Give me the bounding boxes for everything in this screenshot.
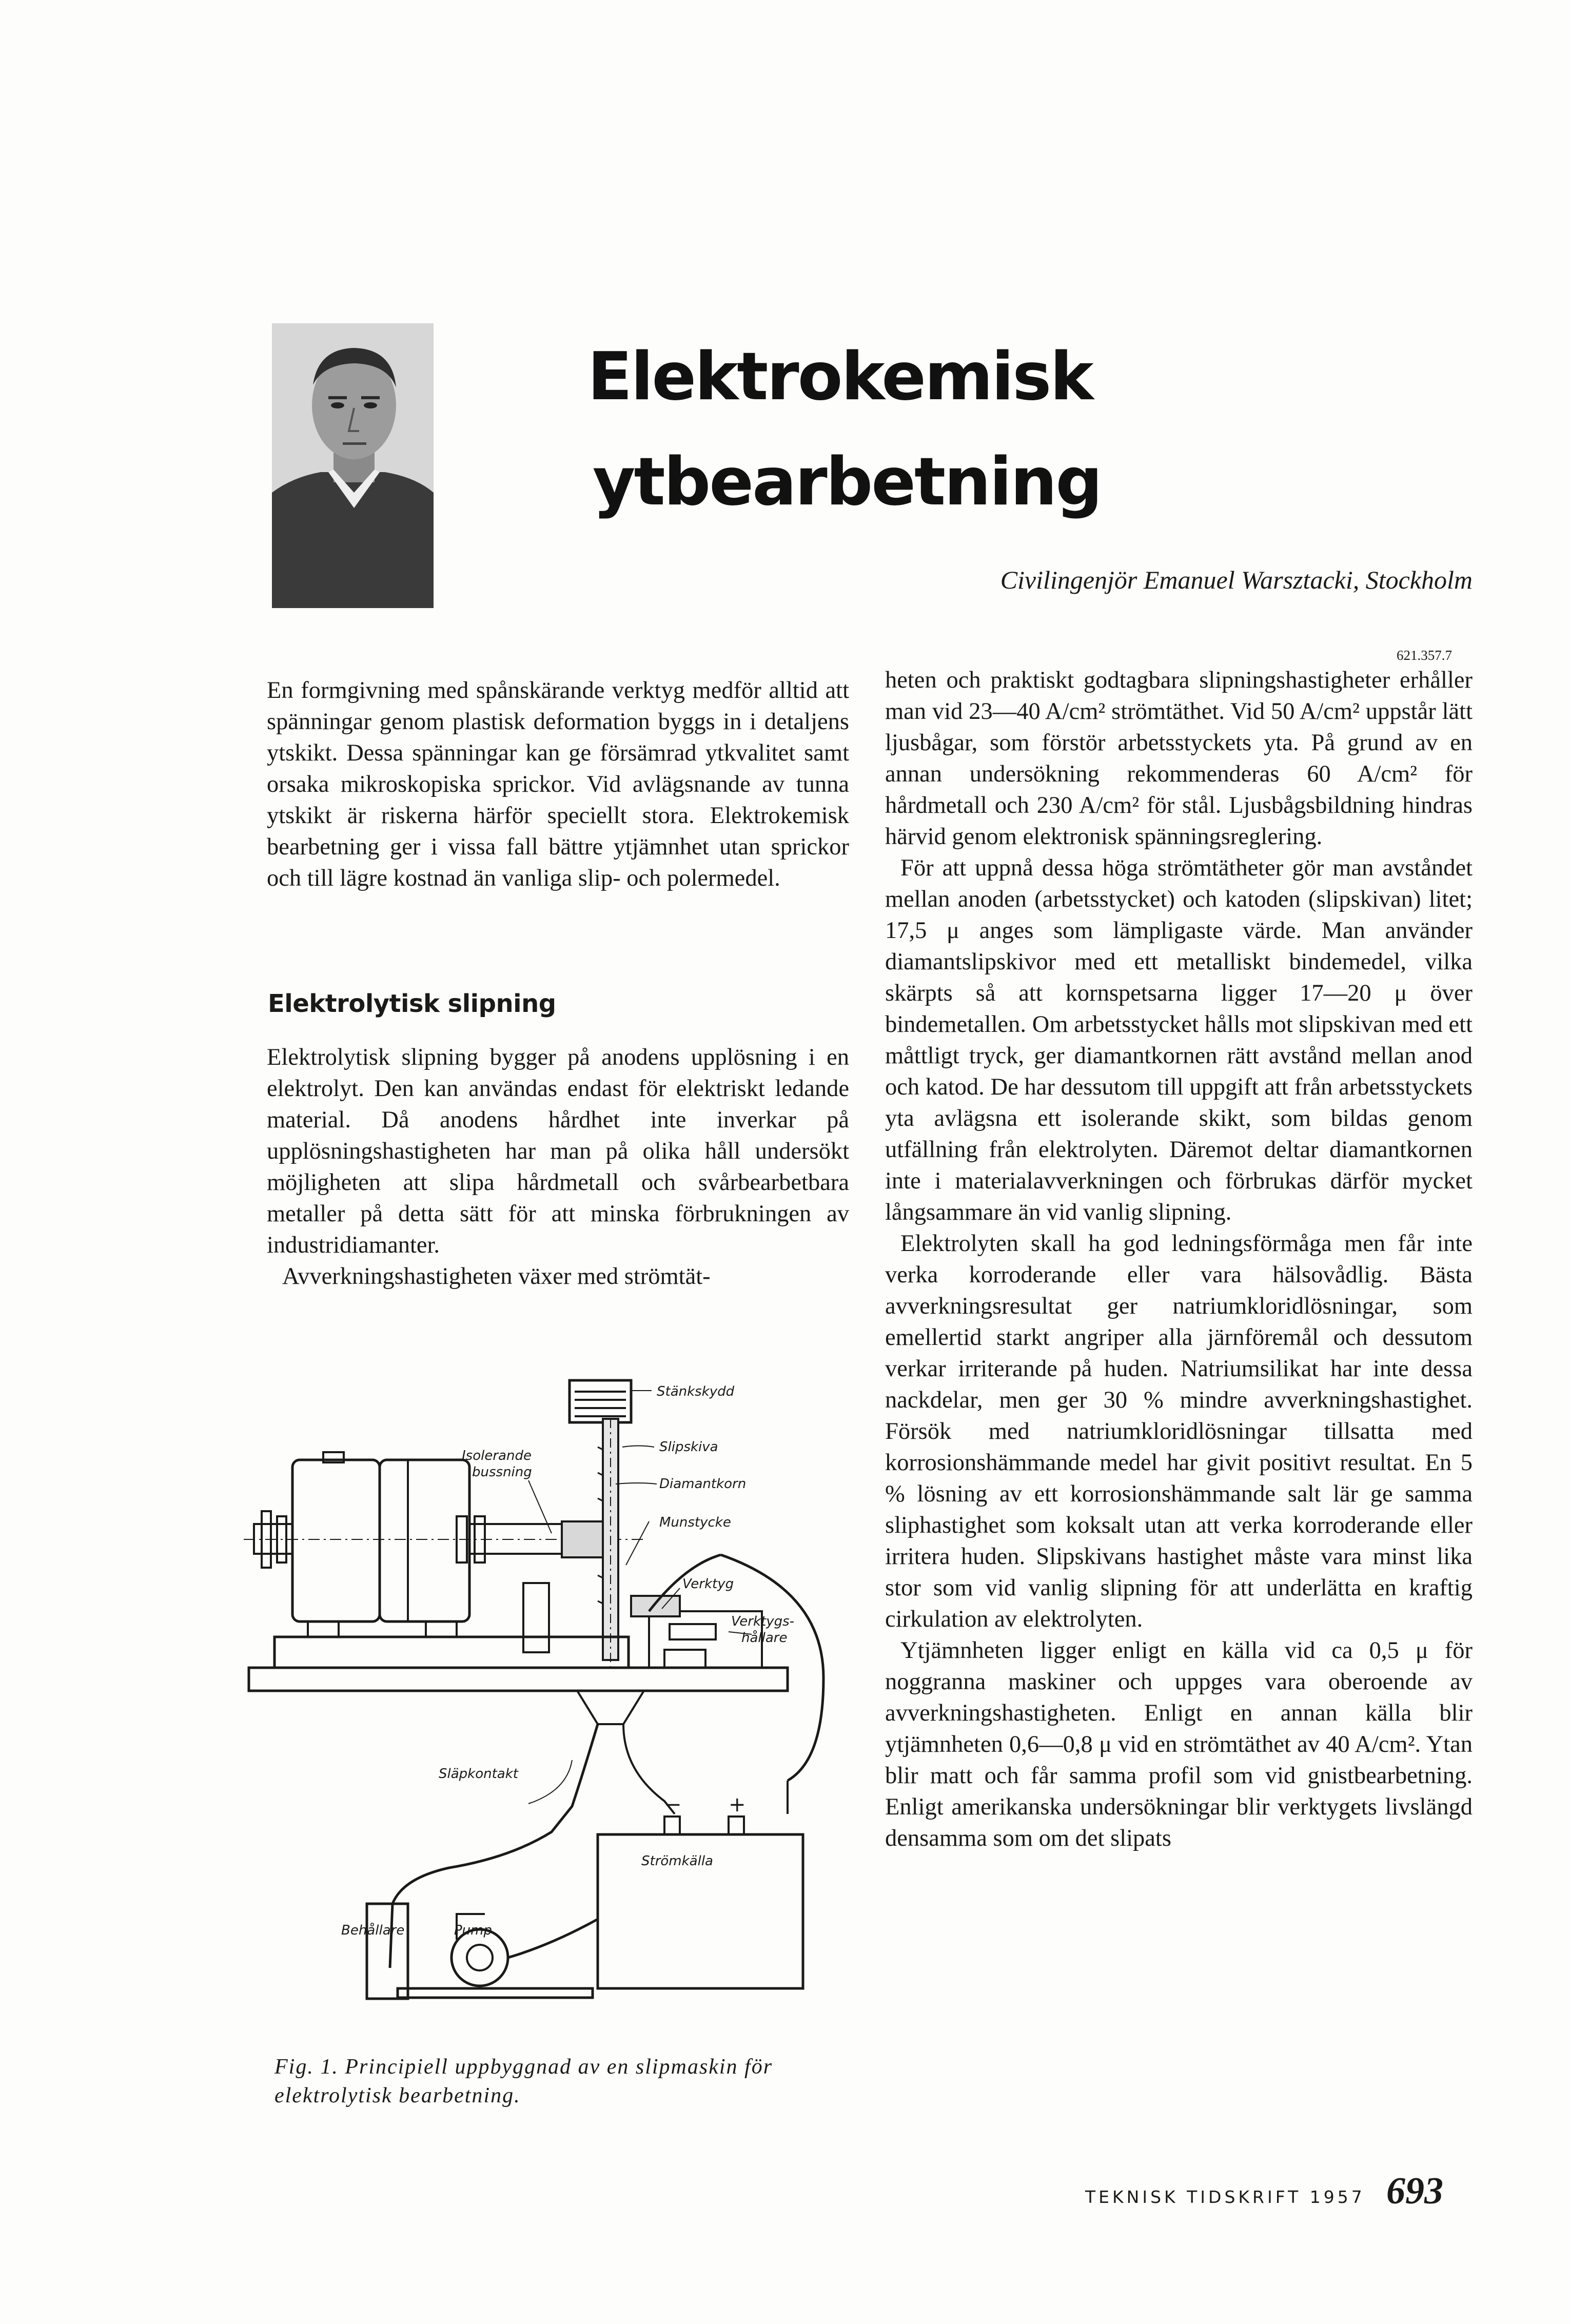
label-minus: − [664,1793,682,1817]
body-paragraph: Elektrolytisk slipning bygger på anodens upplösning i en elektrolyt. Den kan användas endast för elektriskt ledande material. Då anodens hårdhet inte inverkar på upplösningshastigheten har man på olika håll undersökt möjligheten att slipa hårdmetall och svårbearbetbara metaller på detta sätt för att minska förbrukningen av industridiamanter. [267,1044,849,1258]
label-slapkontakt: Släpkontakt [439,1766,518,1782]
label-pump: Pump [454,1923,492,1938]
right-body-block [885,665,1473,1854]
body-paragraph: heten och praktiskt godtagbara slipningshastigheter erhåller man vid 23—40 A/cm² strömtäthet. Vid 50 A/cm² uppstår lätt ljusbågar, som förstör arbetsstyckets yta. På grund av en annan undersökning rekommenderas 60 A/cm² för hårdmetall och 230 A/cm² för stål. Ljusbågsbildning hindras härvid genom elektronisk spänningsreglering. [885,667,1473,850]
page-number: 693 [1386,2170,1443,2212]
udc-classification: 621.357.7 [1397,648,1452,663]
label-bussning: bussning [472,1464,532,1480]
label-hallare: hållare [741,1630,788,1646]
body-paragraph: För att uppnå dessa höga strömtätheter gör man avståndet mellan anoden (arbetsstycket) och katoden (slipskivan) litet; 17,5 μ anges som lämpligaste värde. Man använder diamantslipskivor med ett metalliskt bindemedel, vilka skärpts så att kornspetsarna ligger 17—20 μ över bindemetallen. Om arbetsstycket hålls mot slipskivan med ett måttligt tryck, ger diamantkornen rätt avstånd mellan anod och katod. De har dessutom till uppgift att från arbetsstyckets yta avlägsna ett isolerande skikt, som bildas genom utfällning från elektrolyten. Däremot deltar diamantkornen inte i materialavverkningen och förbrukas därför mycket långsammare än vid vanlig slipning. [885,855,1473,1225]
body-paragraph: Elektrolyten skall ha god ledningsförmåga men får inte verka korroderande eller vara hälsovådlig. Bästa avverkningsresultat ger natriumkloridlösningar, som emellertid starkt angriper alla järnföremål och dessutom verkar irriterande på huden. Natriumsilikat har inte dessa nackdelar, men ger 30 % mindre avverkningshastighet. Försök med natriumkloridlösningar tillsatta med korrosionshämmande medel har givit positivt resultat. En 5 % lösning av ett korrosionshämmande salt lär ge samma sliphastighet som koksalt utan att verka korroderande eller irritera huden. Slipskivans hastighet måste vara minst lika stor som vid vanlig slipning för att underlätta en kraftig cirkulation av elektrolyten. [885,1231,1473,1632]
label-diamantkorn: Diamantkorn [659,1476,747,1492]
article-title-line-1: Elektrokemisk [587,339,1092,415]
author-byline: Civilingenjör Emanuel Warsztacki, Stockholm [1000,565,1473,594]
label-isolerande: Isolerande [462,1448,532,1463]
label-plus: + [729,1793,746,1817]
article-title-line-2: ytbearbetning [593,444,1101,520]
author-portrait [272,323,434,608]
body-paragraph: Avverkningshastigheten växer med strömtät- [282,1263,711,1290]
figure-caption: Fig. 1. Principiell uppbyggnad av en slipmaskin för elektrolytisk bearbetning. [274,2055,773,2107]
label-stankskydd: Stänkskydd [657,1384,735,1399]
label-munstycke: Munstycke [659,1515,731,1530]
label-behallare: Behållare [341,1923,405,1938]
label-verktyg: Verktyg [682,1576,734,1592]
intro-paragraph-block [267,675,849,894]
section-heading: Elektrolytisk slipning [268,989,556,1018]
intro-paragraph: En formgivning med spånskärande verktyg medför alltid att spänningar genom plastisk deformation byggs in i detaljens ytskikt. Dessa spänningar kan ge försämrad ytkvalitet samt orsaka mikroskopiska sprickor. Vid avlägsnande av tunna ytskikt är riskerna härför speciellt stora. Elektrokemisk bearbetning ger i vissa fall bättre ytjämnhet utan sprickor och till lägre kostnad än vanliga slip- och polermedel. [267,677,849,891]
label-verktygs: Verktygs- [731,1614,795,1629]
machine-diagram [244,1370,849,2027]
left-body-block [267,1042,849,1292]
body-paragraph: Ytjämnheten ligger enligt en källa vid ca 0,5 μ för noggranna maskiner och uppges vara oberoende av avverkningshastigheten. Enligt en annan källa blir ytjämnheten 0,6—0,8 μ vid en strömtäthet av 40 A/cm². Ytan blir matt och får samma profil som vid gnistbearbetning. Enligt amerikanska undersökningar blir verktygets livslängd densamma som om det slipats [885,1637,1473,1851]
label-stromkalla: Strömkälla [641,1853,713,1869]
journal-name: TEKNISK TIDSKRIFT 1957 [1085,2187,1365,2207]
label-slipskiva: Slipskiva [659,1439,718,1455]
